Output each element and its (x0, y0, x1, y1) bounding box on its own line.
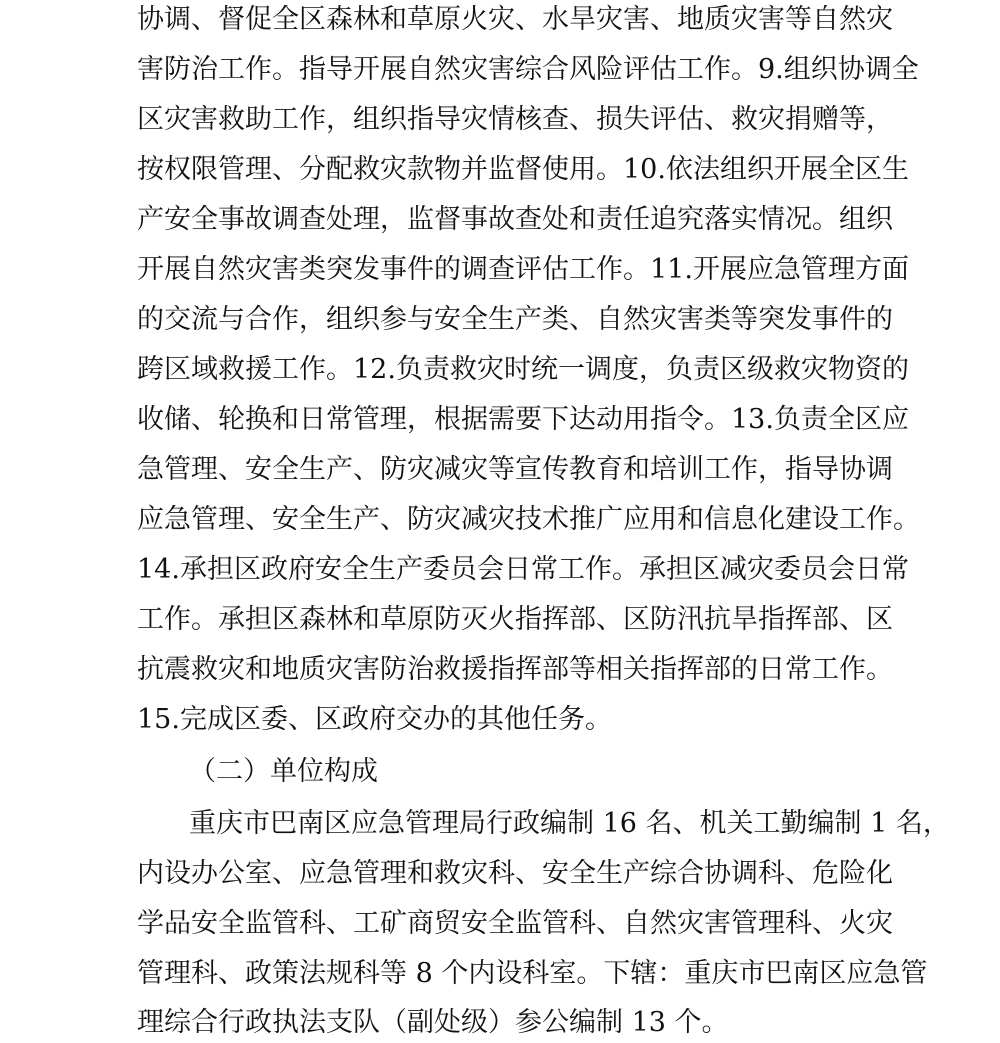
paragraph-line: 急管理、安全生产、防灾减灾等宣传教育和培训工作，指导协调 (137, 454, 893, 485)
paragraph-line: 区灾害救助工作，组织指导灾情核查、损失评估、救灾捐赠等， (137, 104, 893, 135)
paragraph-line: 抗震救灾和地质灾害防治救援指挥部等相关指挥部的日常工作。 (137, 654, 893, 685)
paragraph-line: 产安全事故调查处理，监督事故查处和责任追究落实情况。组织 (137, 204, 893, 235)
paragraph-line: 14.承担区政府安全生产委员会日常工作。承担区减灾委员会日常 (137, 554, 909, 585)
section-paragraph-line: 理综合行政执法支队（副处级）参公编制 13 个。 (137, 1007, 729, 1038)
paragraph-line: 跨区域救援工作。12.负责救灾时统一调度，负责区级救灾物资的 (137, 354, 909, 385)
paragraph-line: 的交流与合作，组织参与安全生产类、自然灾害类等突发事件的 (137, 304, 893, 335)
paragraph-line: 15.完成区委、区政府交办的其他任务。 (137, 704, 612, 735)
section-paragraph-line: 重庆市巴南区应急管理局行政编制 16 名、机关工勤编制 1 名， (189, 808, 950, 839)
paragraph-line: 收储、轮换和日常管理，根据需要下达动用指令。13.负责全区应 (137, 404, 909, 435)
section-paragraph-line: 内设办公室、应急管理和救灾科、安全生产综合协调科、危险化 (137, 858, 893, 889)
section-paragraph-line: 学品安全监管科、工矿商贸安全监管科、自然灾害管理科、火灾 (137, 908, 893, 939)
paragraph-line: 应急管理、安全生产、防灾减灾技术推广应用和信息化建设工作。 (137, 504, 920, 535)
paragraph-line: 按权限管理、分配救灾款物并监督使用。10.依法组织开展全区生 (137, 154, 909, 185)
section-heading: （二）单位构成 (189, 756, 378, 787)
paragraph-line: 协调、督促全区森林和草原火灾、水旱灾害、地质灾害等自然灾 (137, 4, 893, 35)
paragraph-line: 害防治工作。指导开展自然灾害综合风险评估工作。9.组织协调全 (137, 54, 919, 85)
paragraph-line: 开展自然灾害类突发事件的调查评估工作。11.开展应急管理方面 (137, 254, 909, 285)
paragraph-line: 工作。承担区森林和草原防灭火指挥部、区防汛抗旱指挥部、区 (137, 604, 893, 635)
section-paragraph-line: 管理科、政策法规科等 8 个内设科室。下辖：重庆市巴南区应急管 (137, 958, 928, 989)
